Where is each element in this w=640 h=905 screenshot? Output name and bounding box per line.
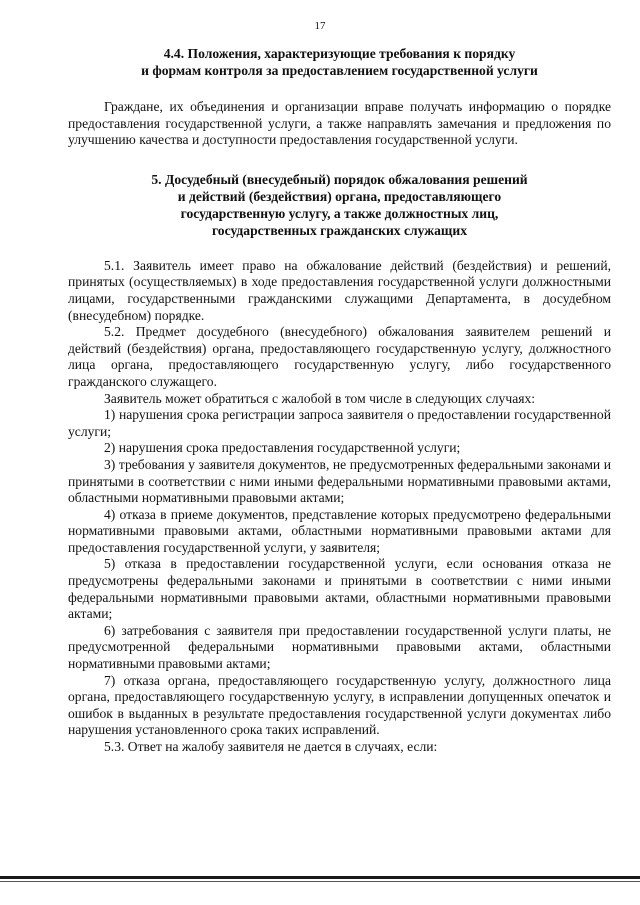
clause-5-3: 5.3. Ответ на жалобу заявителя не дается в случаях, если:	[104, 739, 438, 754]
complaint-case-5: 5) отказа в предоставлении государственной услуги, если основания отказа не предусмотрены федеральными законами и принятыми в соответствии с ними иными федеральными нормативными правовыми актами, областными нормативными правовыми актами;	[68, 556, 611, 622]
clause-5-2: 5.2. Предмет досудебного (внесудебного) обжалования заявителем решений и действий (бездействия) органа, предоставляющего государственную услугу, должностного лица органа, предоставляющего государственную услугу, либо государственного гражданского служащего.	[68, 324, 611, 389]
complaint-case-7: 7) отказа органа, предоставляющего государственную услугу, должностного лица органа, предоставляющего государственную услугу, в исправлении допущенных опечаток и ошибок в выданных в результате предоставления государственной услуги документах либо нарушения установленного срока таких исправлений.	[68, 672, 611, 738]
heading-line: 5. Досудебный (внесудебный) порядок обжалования решений	[151, 171, 528, 187]
bottom-border-line-thin	[0, 881, 640, 882]
bottom-border-line	[0, 876, 640, 879]
clause-5-1: 5.1. Заявитель имеет право на обжалование действий (бездействия) и решений, принятых (осуществляемых) в ходе предоставления государственной услуги должностными лицами, государственными гражданскими служащими Департамента, в досудебном (внесудебном) порядке.	[68, 257, 611, 323]
heading-line: и действий (бездействия) органа, предоставляющего	[177, 188, 502, 204]
complaint-case-3: 3) требования у заявителя документов, не предусмотренных федеральными законами и принятыми в соответствии с ними иными федеральными нормативными правовыми актами, областными нормативными правовыми актами;	[68, 456, 611, 506]
heading-line: государственных гражданских служащих	[211, 222, 468, 238]
page-number: 17	[314, 20, 326, 32]
page-content	[68, 45, 611, 756]
section-4-4-heading	[68, 45, 611, 79]
heading-line: 4.4. Положения, характеризующие требования к порядку	[163, 46, 516, 61]
complaint-case-2: 2) нарушения срока предоставления государственной услуги;	[104, 440, 461, 456]
section-5-heading	[68, 171, 611, 239]
complaint-case-1: 1) нарушения срока регистрации запроса заявителя о предоставлении государственной услуги;	[68, 407, 611, 439]
complaint-case-6: 6) затребования с заявителя при предоставлении государственной услуги платы, не предусмотренной федеральными нормативными правовыми актами, областными нормативными правовыми актами;	[68, 622, 611, 672]
section-4-4-paragraph: Граждане, их объединения и организации вправе получать информацию о порядке предоставления государственной услуги, а также направлять замечания и предложения по улучшению качества и доступности предоставления государственной услуги.	[68, 99, 611, 148]
heading-line: и формам контроля за предоставлением государственной услуги	[141, 63, 538, 78]
complaint-case-4: 4) отказа в приеме документов, представление которых предусмотрено федеральными нормативными правовыми актами, областными нормативными правовыми актами для предоставления государственной услуги, у заявителя;	[68, 506, 611, 555]
heading-line: государственную услугу, а также должностных лиц,	[180, 205, 499, 221]
complaint-cases-intro: Заявитель может обратиться с жалобой в том числе в следующих случаях:	[104, 390, 536, 406]
